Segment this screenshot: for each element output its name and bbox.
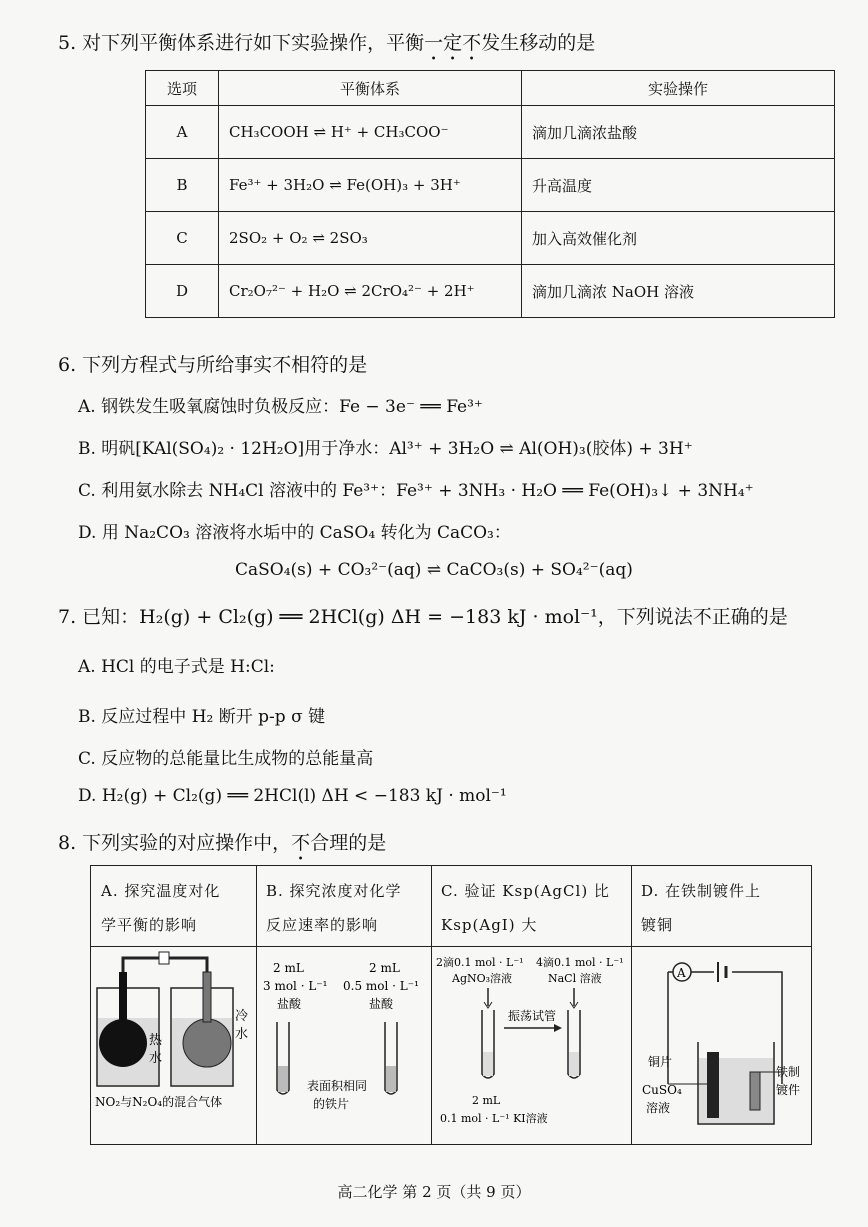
q6-stem: 6. 下列方程式与所给事实不相符的是: [58, 354, 368, 376]
q8-figure-b: [257, 948, 431, 1142]
label-iron-area: 表面积相同: [307, 1079, 368, 1093]
q5-row-operation: 加入高效催化剂: [522, 212, 835, 265]
q5-stem-before: 5. 对下列平衡体系进行如下实验操作，平衡: [58, 32, 425, 54]
q5-stem-emphasis: 一定不: [424, 32, 482, 54]
label-right-volume: 2 mL: [369, 961, 400, 975]
label-drop-nacl: 4滴0.1 mol · L⁻¹: [536, 956, 624, 969]
label-shake: 振荡试管: [508, 1009, 557, 1023]
q5-table: [145, 70, 835, 318]
label-ammeter: A: [677, 966, 686, 980]
q8-figure-a: [91, 948, 256, 1142]
q8-figure-d: [632, 948, 811, 1142]
arrowhead: [554, 1024, 562, 1032]
q5-row-label: B: [146, 159, 219, 212]
q8-caption-d: [641, 874, 761, 942]
tube-liquid: [278, 1066, 288, 1092]
caption-line: Ksp(AgI) 大: [441, 916, 538, 934]
flask-neck: [119, 972, 127, 1022]
label-cuso4: CuSO₄: [642, 1083, 682, 1097]
q5-row-system: CH₃COOH ⇌ H⁺ + CH₃COO⁻: [219, 106, 522, 159]
q7-option-d: D. H₂(g) + Cl₂(g) ══ 2HCl(l) ΔH < −183 kJ · mol⁻¹: [78, 786, 507, 806]
q6-option-c: C. 利用氨水除去 NH₄Cl 溶液中的 Fe³⁺：Fe³⁺ + 3NH₃ · H₂O ══ Fe(OH)₃↓ + 3NH₄⁺: [78, 481, 754, 501]
q5-header-option: 选项: [146, 71, 219, 106]
q5-row-system: 2SO₂ + O₂ ⇌ 2SO₃: [219, 212, 522, 265]
label-right-acid: 盐酸: [369, 997, 394, 1011]
q8-caption-a: [101, 874, 220, 942]
q8-caption-b: [266, 874, 402, 942]
q5-row-operation: 升高温度: [522, 159, 835, 212]
q5-stem-after: 发生移动的是: [481, 32, 596, 54]
q5-row-label: D: [146, 265, 219, 318]
q5-row-operation: 滴加几滴浓 NaOH 溶液: [522, 265, 835, 318]
tube-liquid: [483, 1052, 493, 1076]
label-hot: 热: [149, 1033, 163, 1048]
flask-neck: [203, 972, 211, 1022]
clamp-icon: [159, 952, 169, 964]
q6-option-b: B. 明矾[KAl(SO₄)₂ · 12H₂O]用于净水：Al³⁺ + 3H₂O ⇌ Al(OH)₃(胶体) + 3H⁺: [78, 439, 693, 459]
caption-line: 反应速率的影响: [266, 916, 379, 934]
q5-stem: [58, 28, 595, 65]
label-plated-piece: 镀件: [776, 1083, 801, 1097]
iron-piece: [750, 1072, 760, 1110]
flask-light: [183, 1019, 231, 1067]
q7-stem: 7. 已知：H₂(g) + Cl₂(g) ══ 2HCl(g) ΔH = −183 kJ · mol⁻¹，下列说法不正确的是: [58, 606, 788, 628]
caption-line: A. 探究温度对化: [101, 882, 221, 900]
label-agno3: AgNO₃溶液: [452, 972, 513, 985]
label-cold: 冷: [235, 1009, 249, 1024]
label-left-acid: 盐酸: [277, 997, 302, 1011]
caption-line: B. 探究浓度对化学: [266, 882, 402, 900]
caption-line: D. 在铁制镀件上: [641, 882, 762, 900]
label-nacl: NaCl 溶液: [548, 972, 602, 985]
q5-row-system: Cr₂O₇²⁻ + H₂O ⇌ 2CrO₄²⁻ + 2H⁺: [219, 265, 522, 318]
label-left-conc: 3 mol · L⁻¹: [263, 979, 328, 993]
q5-header-operation: 实验操作: [522, 71, 835, 106]
q5-header-row: [146, 71, 835, 106]
label-ki-solution: 0.1 mol · L⁻¹ KI溶液: [440, 1112, 548, 1125]
caption-line: 学平衡的影响: [101, 916, 198, 934]
caption-line: C. 验证 Ksp(AgCl) 比: [441, 882, 610, 900]
q7-option-b: B. 反应过程中 H₂ 断开 p-p σ 键: [78, 707, 326, 727]
q8-caption-c: [441, 874, 610, 942]
q8-stem: [58, 828, 386, 865]
q5-row-label: C: [146, 212, 219, 265]
q5-row-label: A: [146, 106, 219, 159]
q5-row-b: [146, 159, 835, 212]
q5-row-c: [146, 212, 835, 265]
q8-stem-before: 8. 下列实验的对应操作中，: [58, 832, 292, 854]
label-left-volume: 2 mL: [273, 961, 304, 975]
q5-row-a: [146, 106, 835, 159]
q8-figure-table: [90, 865, 812, 1145]
q6-option-d: D. 用 Na₂CO₃ 溶液将水垢中的 CaSO₄ 转化为 CaCO₃：: [78, 523, 511, 543]
tube-liquid: [569, 1052, 579, 1076]
page-footer: 高二化学 第 2 页（共 9 页）: [337, 1183, 531, 1201]
label-gas-mixture: NO₂与N₂O₄的混合气体: [95, 1095, 223, 1109]
q6-equation: CaSO₄(s) + CO₃²⁻(aq) ⇌ CaCO₃(s) + SO₄²⁻(aq): [235, 560, 633, 580]
q7-option-a: A. HCl 的电子式是 H:Cl:: [78, 657, 275, 677]
label-ki-volume: 2 mL: [472, 1094, 501, 1107]
q5-row-operation: 滴加几滴浓盐酸: [522, 106, 835, 159]
q6-option-a: A. 钢铁发生吸氧腐蚀时负极反应：Fe − 3e⁻ ══ Fe³⁺: [78, 397, 483, 417]
label-drop-agno3: 2滴0.1 mol · L⁻¹: [436, 956, 524, 969]
label-iron: 铁制: [776, 1065, 801, 1079]
q8-figure-c: [432, 948, 631, 1142]
q5-row-d: [146, 265, 835, 318]
label-solution: 溶液: [646, 1101, 671, 1115]
q8-stem-after: 合理的是: [310, 832, 387, 854]
q5-header-system: 平衡体系: [219, 71, 522, 106]
label-hot-water: 水: [149, 1051, 163, 1066]
label-copper: 铜片: [648, 1055, 673, 1069]
label-cold-water: 水: [235, 1027, 249, 1042]
label-right-conc: 0.5 mol · L⁻¹: [343, 979, 419, 993]
caption-line: 镀铜: [641, 916, 674, 934]
label-iron-piece: 的铁片: [313, 1097, 350, 1111]
flask-dark: [99, 1019, 147, 1067]
tube-liquid: [386, 1066, 396, 1092]
q8-stem-emphasis: 不: [291, 832, 311, 854]
q5-row-system: Fe³⁺ + 3H₂O ⇌ Fe(OH)₃ + 3H⁺: [219, 159, 522, 212]
q7-option-c: C. 反应物的总能量比生成物的总能量高: [78, 749, 374, 769]
